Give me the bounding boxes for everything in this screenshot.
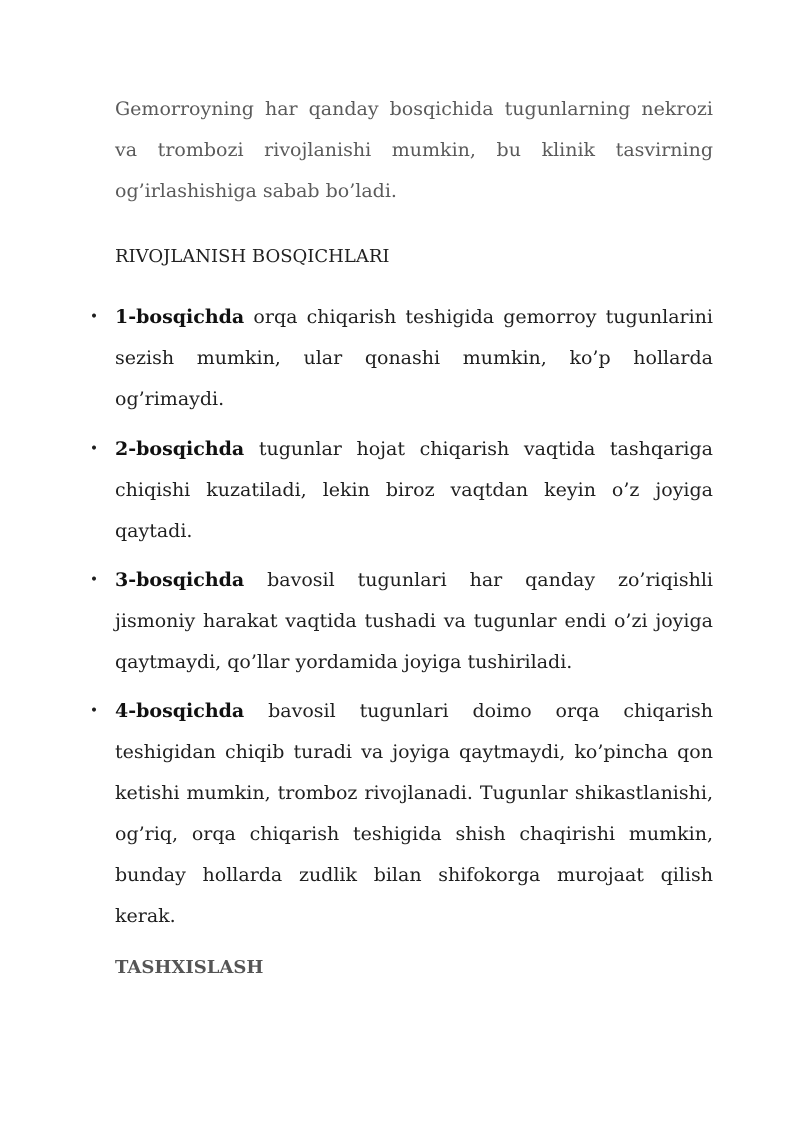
bullet-icon: • — [89, 441, 99, 457]
intro-paragraph: Gemorroyning har qanday bosqichida tugunlarning nekrozi va trombozi rivojlanishi mumkin, bu klinik tasvirning og’irlashishiga sabab bo’ladi. — [115, 98, 713, 202]
bullet-icon: • — [89, 309, 99, 325]
stage-description: orqa chiqarish teshigida gemorroy tugunlarini sezish mumkin, ular qonashi mumkin, ko’p hollarda og’rimaydi. — [115, 306, 713, 410]
stage-label: 1-bosqichda — [115, 306, 245, 328]
section-heading-stages: RIVOJLANISH BOSQICHLARI — [115, 246, 390, 267]
bullet-icon: • — [89, 572, 99, 588]
stage-description: bavosil tugunlari har qanday zo’riqishli jismoniy harakat vaqtida tushadi va tugunlar endi o’zi joyiga qaytmaydi, qo’llar yordamida joyiga tushiriladi. — [115, 569, 713, 673]
stage-label: 3-bosqichda — [115, 569, 245, 591]
list-item-stage-3 — [89, 560, 713, 683]
section-heading-diagnosis: TASHXISLASH — [115, 957, 264, 978]
list-item-stage-4 — [89, 691, 713, 937]
list-item-stage-2 — [89, 429, 713, 552]
stage-description: bavosil tugunlari doimo orqa chiqarish teshigidan chiqib turadi va joyiga qaytmaydi, ko’pincha qon ketishi mumkin, tromboz rivojlanadi. Tugunlar shikastlanishi, og’riq, orqa chiqarish teshigida shish chaqirishi mumkin, bunday hollarda zudlik bilan shifokorga murojaat qilish kerak. — [115, 700, 713, 927]
stage-label: 2-bosqichda — [115, 438, 245, 460]
stage-label: 4-bosqichda — [115, 700, 245, 722]
stage-description: tugunlar hojat chiqarish vaqtida tashqariga chiqishi kuzatiladi, lekin biroz vaqtdan keyin o’z joyiga qaytadi. — [115, 438, 713, 542]
list-item-stage-1 — [89, 297, 713, 420]
bullet-icon: • — [89, 703, 99, 719]
